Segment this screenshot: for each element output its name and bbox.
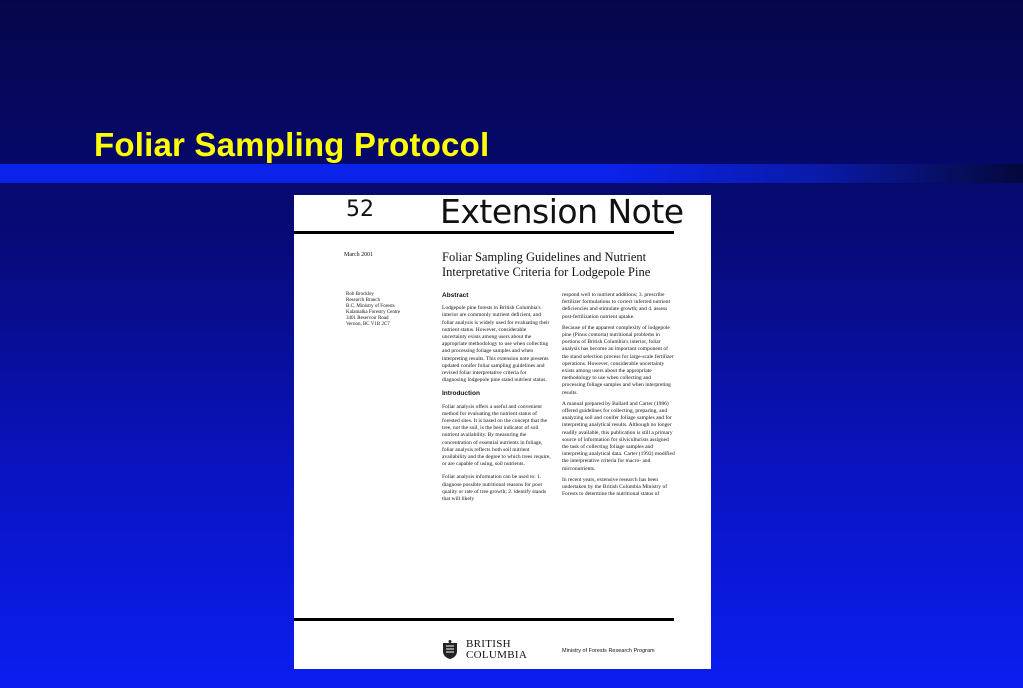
text-column-right <box>562 292 675 502</box>
bc-wordmark-line1: BRITISH <box>466 638 511 650</box>
note-date: March 2001 <box>344 252 374 258</box>
note-header: Extension Note <box>440 195 684 231</box>
abstract-heading: Abstract <box>442 292 469 299</box>
intro-text: Foliar analysis offers a useful and convenient method for evaluating the nutrient status of forested sites. It is based on the concept that the tree, not the soil, is the best indicator of soil nutrient availability. By measuring the concentration of essential nutrients in foliage, foliar analysis reflects both soil nutrient availability and the degree to which trees require, or are capable of using, soil nutrients. <box>442 403 551 468</box>
col2-paragraph-4: In recent years, extensive research has been undertaken by the British Columbia Ministry of Forests to determine the nutritional status of <box>562 476 668 498</box>
note-number: 52 <box>346 197 374 222</box>
bc-logo <box>440 636 530 664</box>
col2-paragraph-3: A manual prepared by Ballard and Carter (1986) offered guidelines for collecting, preparing, and analyzing soil and conifer foliage samples and for interpreting analytical results. Although no longer readily available, this publication is still a primary source of information for silviculturists assigned the task of collecting foliage samples and interpreting analytical data. Carter (1992) modified the interpretative criteria for macro- and micronutrients. <box>562 400 675 472</box>
slide-title: Foliar Sampling Protocol <box>94 126 490 163</box>
author-block: Rob Brockley Research Branch B.C. Ministry of Forests Kalamalka Forestry Centre 3401 Reservoir Road Vernon, BC V1B 2C7 <box>346 292 401 327</box>
program-label: Ministry of Forests Research Program <box>562 648 655 654</box>
bc-wordmark <box>466 639 527 661</box>
footer-rule <box>294 618 674 621</box>
intro-heading: Introduction <box>442 390 480 398</box>
intro-text-2: Foliar analysis information can be used to: 1. diagnose possible nutritional reasons for poor quality or rate of tree growth; 2. identify stands that will likely <box>442 474 547 503</box>
bc-wordmark-line2: COLUMBIA <box>466 649 528 661</box>
header-rule <box>294 231 674 234</box>
extension-note-image <box>294 195 711 669</box>
col2-paragraph-2: Because of the apparent complexity of lodgepole pine (Pinus contorta) nutritional problems in portions of British Columbia's interior, foliar analysis has become an important component of the stand selection process for large-scale fertilizer operations. However, considerable uncertainty exists among users about the appropriate methodology to use when collecting and processing foliage samples and when interpreting results. <box>562 324 674 396</box>
col2-paragraph-1: respond well to nutrient additions; 3. prescribe fertilizer formulations to correct inferred nutrient deficiencies and stimulate growth; and 4. assess post-fertilization nutrient uptake. <box>562 292 670 320</box>
text-column-left <box>442 292 552 509</box>
title-underline-bar <box>0 164 1023 183</box>
note-subtitle: Foliar Sampling Guidelines and Nutrient Interpretative Criteria for Lodgepole Pine <box>442 250 651 279</box>
bc-crest-icon <box>440 640 460 660</box>
abstract-text: Lodgepole pine forests in British Columbia's interior are commonly nutrient deficient, and foliar analysis is widely used for evaluating their nutrient status. However, considerable uncertainty exists among users about the appropriate methodology to use when collecting and processing foliage samples and when interpreting results. This extension note presents updated conifer foliar sampling guidelines and revised foliar interpretative criteria for diagnosing lodgepole pine stand nutrient status. <box>442 305 550 384</box>
